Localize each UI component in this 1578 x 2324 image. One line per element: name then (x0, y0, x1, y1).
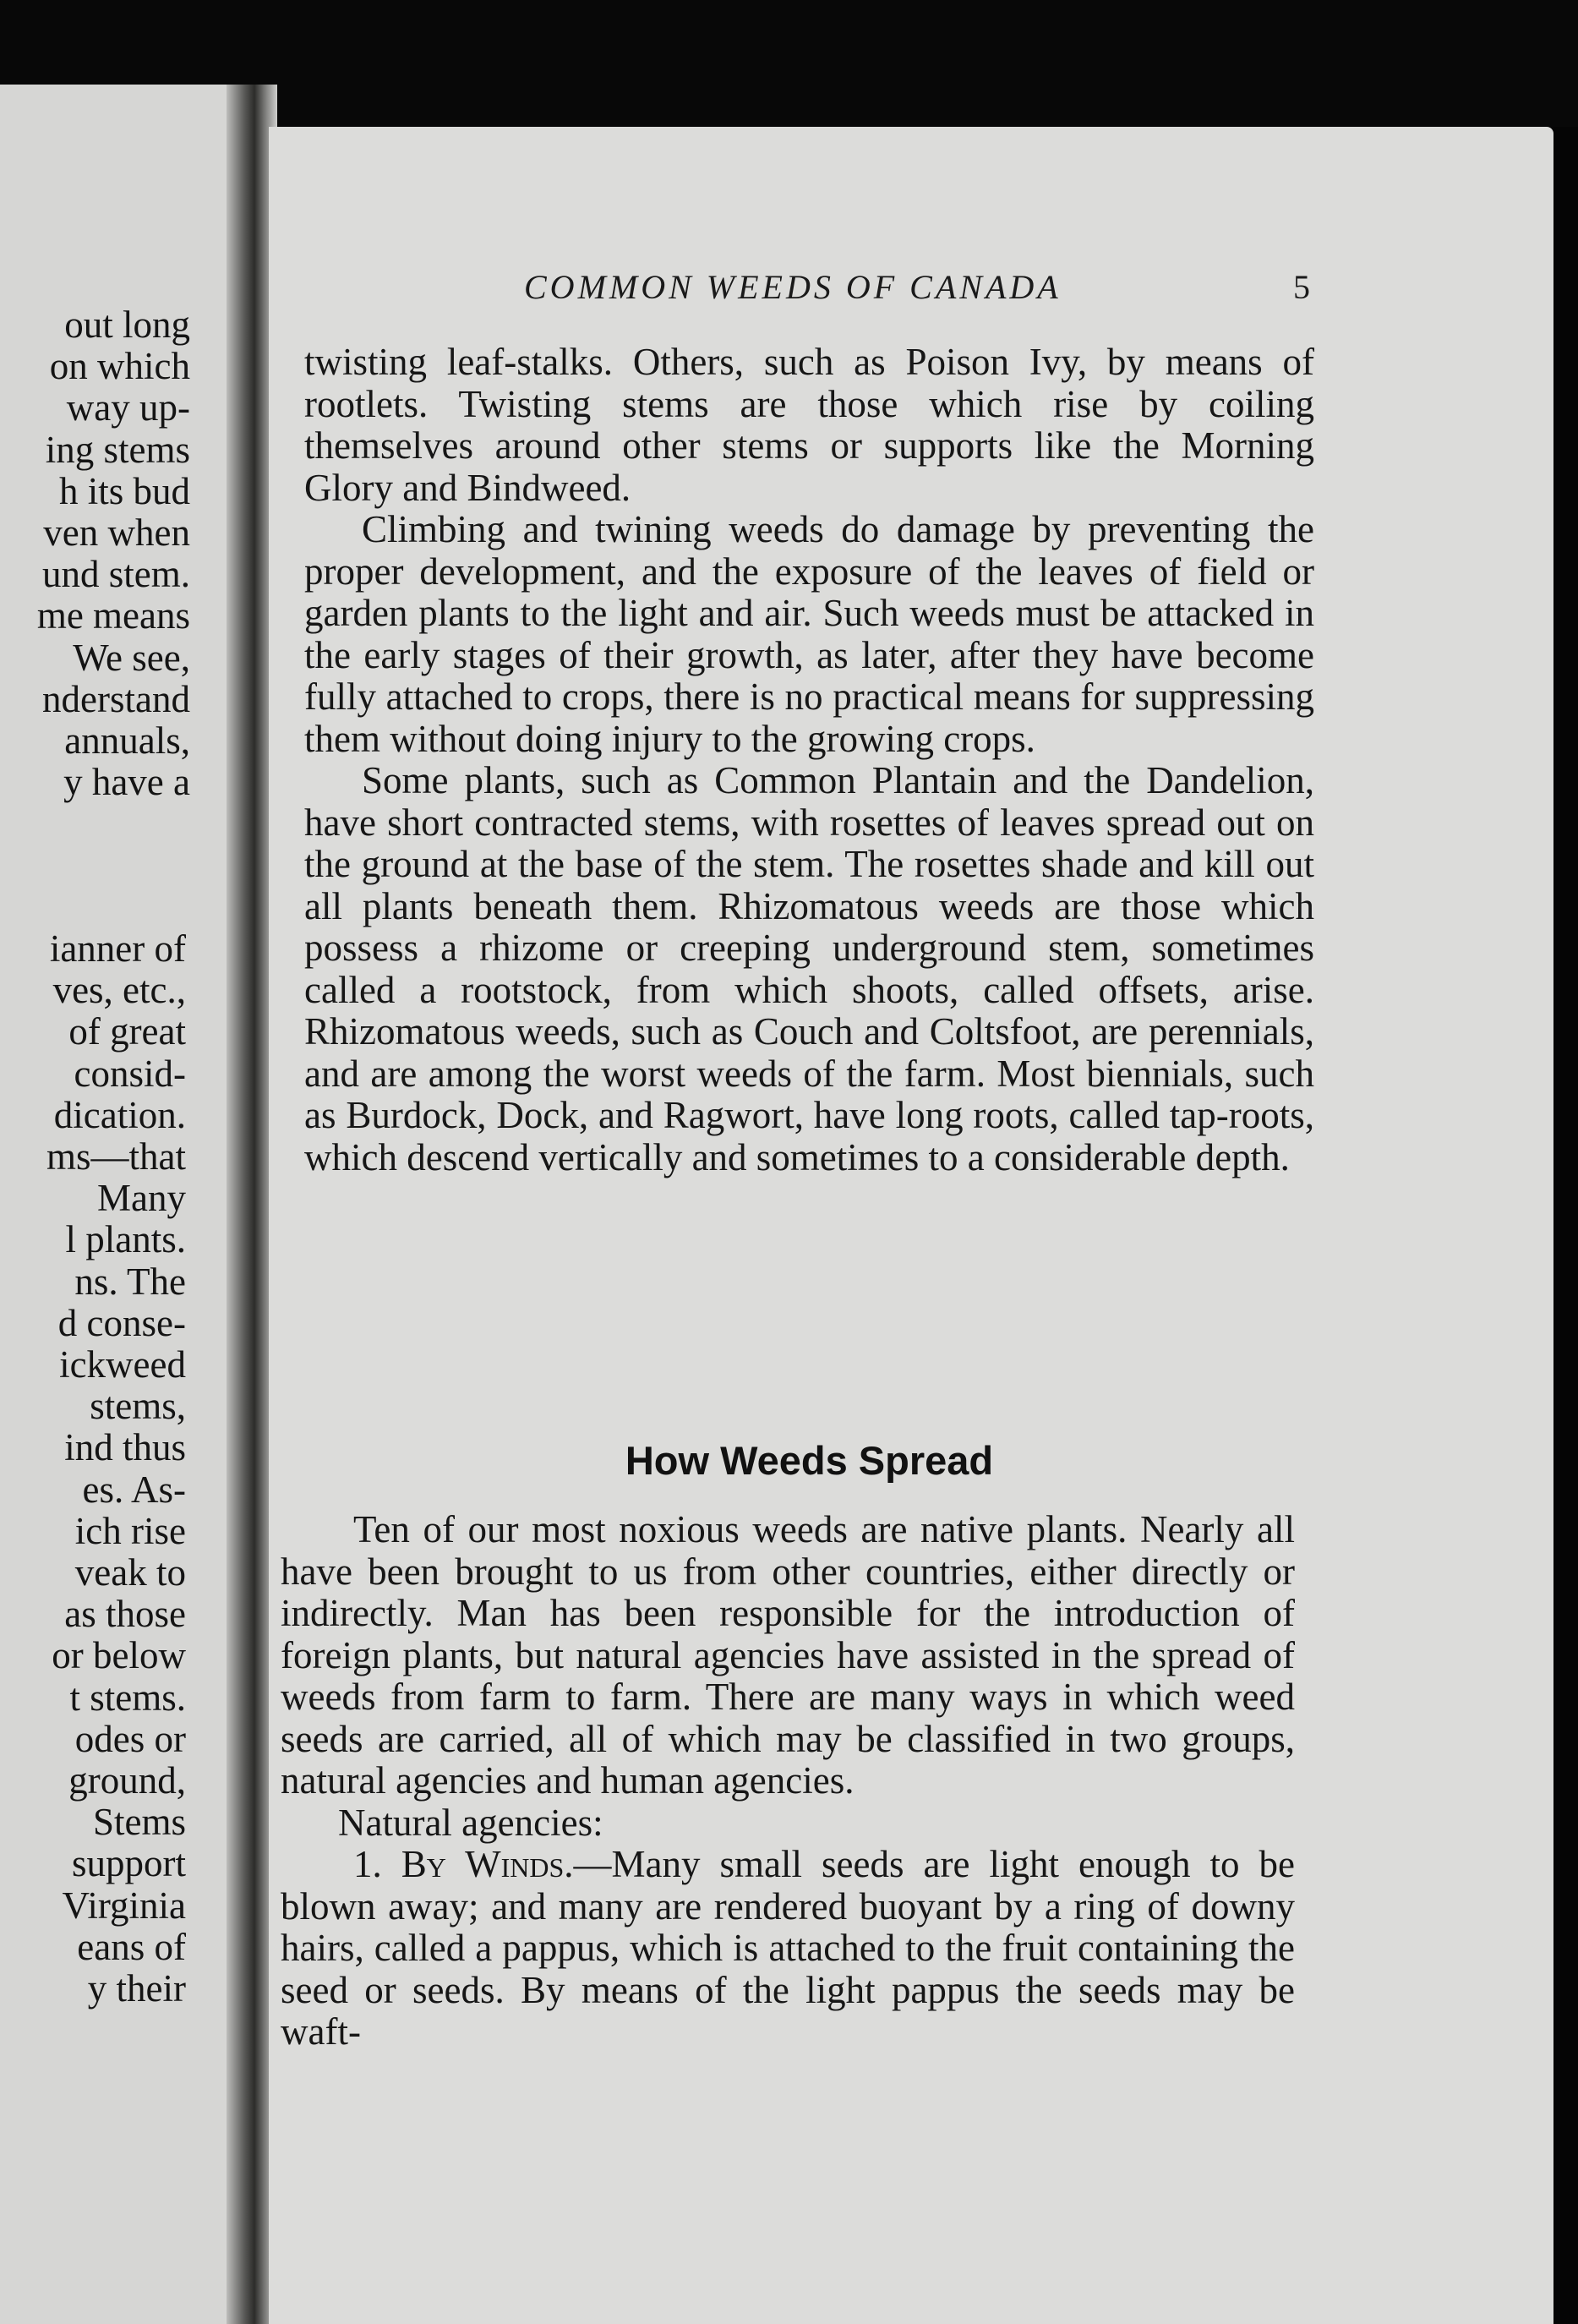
left-page-line: d conse- (57, 1301, 186, 1344)
left-page-line: out long (64, 303, 190, 346)
paragraph: Some plants, such as Common Plantain and the Dandelion, have short contracted stems, with rosettes of leaves spread out on the ground at the base of the stem. The rosettes shade and kill out all plants beneath them. Rhizomatous weeds are those which possess a rhizome or creeping underground stem, sometimes called a rootstock, from which shoots, called offsets, arise. Rhizomatous weeds, such as Couch and Coltsfoot, are perennials, and are among the worst weeds of the farm. Most biennials, such as Burdock, Dock, and Ragwort, have long roots, called tap-roots, which descend vertically and sometimes to a considerable depth. (304, 759, 1314, 1178)
left-page-line: odes or (74, 1717, 186, 1760)
list-item (281, 1844, 1295, 2053)
left-page-line: as those (64, 1593, 186, 1636)
left-page-line: eans of (77, 1925, 186, 1968)
left-page-line: ms—that (46, 1135, 186, 1178)
left-page-line: Many (97, 1177, 186, 1220)
left-page-line: ianner of (49, 927, 186, 970)
left-page-line: consid- (74, 1052, 186, 1095)
left-page-line: y have a (63, 761, 190, 804)
left-page-line: t stems. (69, 1676, 186, 1719)
left-page-line: on which (49, 345, 190, 388)
left-page-line: und stem. (42, 553, 190, 596)
section-heading: How Weeds Spread (625, 1438, 994, 1483)
left-page-line: way up- (66, 386, 190, 429)
left-page-line: Virginia (62, 1884, 186, 1927)
left-page-line: l plants. (65, 1218, 186, 1261)
left-page-line: Stems (92, 1801, 186, 1844)
left-page-line: ing stems (45, 428, 190, 471)
left-page (0, 85, 254, 2324)
list-item-number: 1. (353, 1843, 382, 1885)
left-page-line: annuals, (64, 719, 190, 762)
paragraph: twisting leaf-stalks. Others, such as Poison Ivy, by means of rootlets. Twisting stems are those which rise by coiling themselves around other stems or supports like the Morning Glory and Bindweed. (304, 341, 1314, 509)
left-page-line: es. As- (82, 1468, 186, 1511)
left-page-line: stems, (90, 1385, 186, 1428)
body-text (304, 342, 1314, 1178)
scan-edge (1553, 127, 1578, 2324)
page-number: 5 (1293, 268, 1310, 306)
left-page-line: ns. The (74, 1260, 186, 1303)
left-page-line: We see, (73, 636, 190, 679)
left-page-line: ind thus (64, 1426, 186, 1469)
left-page-line: dication. (53, 1093, 186, 1136)
running-head: COMMON WEEDS OF CANADA (524, 268, 1062, 306)
list-label: Natural agencies: (338, 1801, 603, 1844)
page-header (0, 149, 1578, 306)
left-page-line: y their (87, 1967, 186, 2010)
left-page-line: ickweed (59, 1343, 186, 1386)
left-page-line: ground, (68, 1759, 186, 1802)
left-page-line: ven when (43, 511, 190, 554)
left-page-line: of great (68, 1010, 186, 1053)
left-page-line: nderstand (42, 677, 190, 720)
left-page-line: me means (36, 594, 190, 637)
left-page-line: or below (52, 1634, 186, 1677)
paragraph: Ten of our most noxious weeds are native plants. Nearly all have been brought to us from other countries, either directly or indirectly. Man has been responsible for the introduction of foreign plants, but natural agencies have assisted in the spread of weeds from farm to farm. There are many ways in which weed seeds are carried, all of which may be classified in two groups, natural agencies and human agencies. (281, 1508, 1295, 1802)
left-page-line: ich rise (74, 1509, 186, 1552)
left-page-line: support (72, 1842, 186, 1885)
section-body (281, 1509, 1295, 2053)
left-page-line: veak to (74, 1551, 186, 1594)
left-page-line: h its bud (58, 469, 190, 512)
paragraph: Climbing and twining weeds do damage by preventing the proper development, and the exposure of the leaves of field or garden plants to the light and air. Such weeds must be attacked in the early stages of their growth, as later, after they have become fully attached to crops, there is no practical means for suppressing them without doing injury to the growing crops. (304, 508, 1314, 760)
list-item-text: —Many small seeds are light enough to be blown away; and many are rendered buoyant by a ring of downy hairs, called a pappus, which is attached to the fruit containing the seed or seeds. By means of the light pappus the seeds may be waft- (281, 1843, 1295, 2053)
list-item-title: By Winds. (401, 1843, 574, 1885)
left-page-line: ves, etc., (52, 969, 186, 1012)
